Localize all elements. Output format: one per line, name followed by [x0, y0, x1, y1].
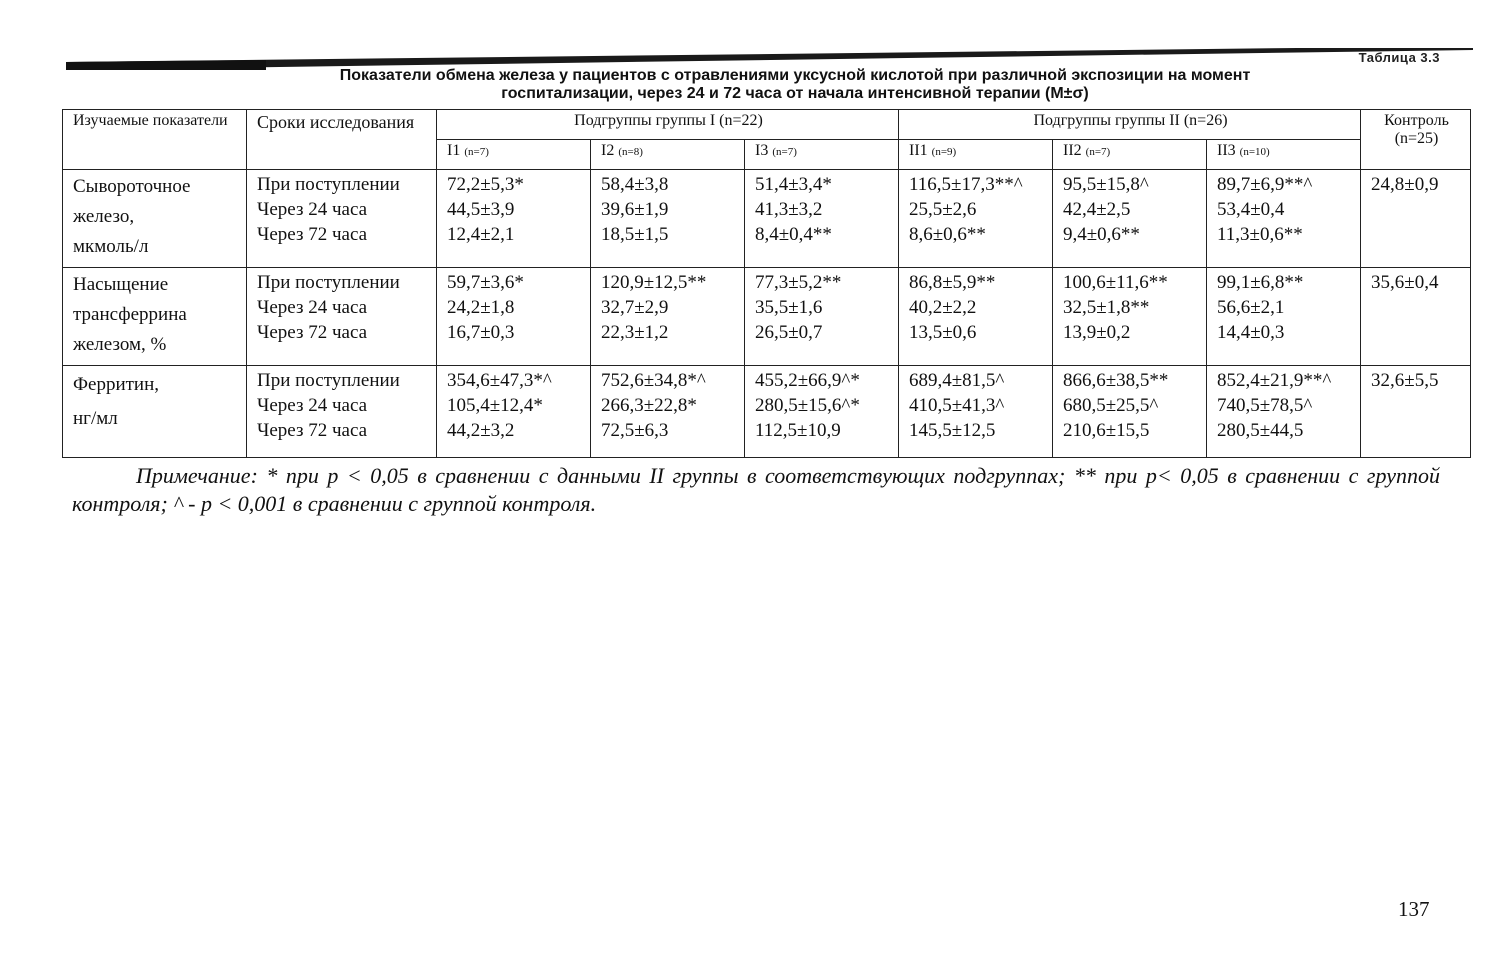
- cell-line: мкмоль/л: [73, 236, 149, 257]
- cell-line: 866,6±38,5**: [1063, 370, 1169, 391]
- cell-line: 116,5±17,3**^: [909, 174, 1023, 195]
- value-cell: [437, 366, 591, 458]
- cell-line: 32,5±1,8**: [1063, 297, 1150, 318]
- cell-line: 72,2±5,3*: [447, 174, 524, 195]
- cell-line: 51,4±3,4*: [755, 174, 832, 195]
- value-cell: [1053, 366, 1207, 458]
- cell-line: 12,4±2,1: [447, 224, 515, 245]
- subgroup-header: II3 (n=10): [1207, 140, 1361, 170]
- cell-line: 8,6±0,6**: [909, 224, 986, 245]
- cell-line: 35,5±1,6: [755, 297, 823, 318]
- value-cell: [899, 268, 1053, 366]
- subgroup-header: II2 (n=7): [1053, 140, 1207, 170]
- cell-line: 24,2±1,8: [447, 297, 515, 318]
- cell-line: 280,5±15,6^*: [755, 395, 860, 416]
- subgroup-header: I1 (n=7): [437, 140, 591, 170]
- table-row: [63, 170, 1471, 268]
- cell-line: Через 24 часа: [257, 297, 368, 318]
- cell-line: 42,4±2,5: [1063, 199, 1131, 220]
- cell-line: железо,: [73, 206, 135, 227]
- value-cell: [1053, 268, 1207, 366]
- cell-line: 11,3±0,6**: [1217, 224, 1303, 245]
- indicator-cell: [63, 268, 247, 366]
- cell-line: Насыщение: [73, 274, 169, 295]
- cell-line: 13,9±0,2: [1063, 322, 1131, 343]
- cell-line: 32,7±2,9: [601, 297, 669, 318]
- cell-line: 105,4±12,4*: [447, 395, 543, 416]
- cell-line: 44,5±3,9: [447, 199, 515, 220]
- header-group-1: Подгруппы группы I (n=22): [437, 110, 899, 140]
- cell-line: При поступлении: [257, 174, 400, 195]
- cell-line: 9,4±0,6**: [1063, 224, 1140, 245]
- cell-line: 8,4±0,4**: [755, 224, 832, 245]
- subgroup-header: II1 (n=9): [899, 140, 1053, 170]
- control-cell: 35,6±0,4: [1361, 268, 1471, 366]
- subgroup-header: I3 (n=7): [745, 140, 899, 170]
- cell-line: 740,5±78,5^: [1217, 395, 1313, 416]
- iron-metabolism-table: [62, 109, 1471, 458]
- page-number: 137: [1398, 897, 1430, 921]
- cell-line: 41,3±3,2: [755, 199, 823, 220]
- table-row: [63, 366, 1471, 458]
- period-cell: [247, 268, 437, 366]
- cell-line: При поступлении: [257, 370, 400, 391]
- value-cell: [1207, 268, 1361, 366]
- cell-line: 112,5±10,9: [755, 420, 841, 441]
- cell-line: 410,5±41,3^: [909, 395, 1005, 416]
- header-group-2: Подгруппы группы II (n=26): [899, 110, 1361, 140]
- cell-line: 18,5±1,5: [601, 224, 669, 245]
- cell-line: Через 24 часа: [257, 199, 368, 220]
- value-cell: [1207, 366, 1361, 458]
- table-row: [63, 268, 1471, 366]
- cell-line: 56,6±2,1: [1217, 297, 1285, 318]
- cell-line: Через 24 часа: [257, 395, 368, 416]
- control-cell: 32,6±5,5: [1361, 366, 1471, 458]
- cell-line: 13,5±0,6: [909, 322, 977, 343]
- cell-line: 210,6±15,5: [1063, 420, 1150, 441]
- header-indicator: Изучаемые показатели: [63, 110, 247, 170]
- value-cell: [899, 366, 1053, 458]
- cell-line: Сывороточное: [73, 176, 191, 197]
- cell-line: Через 72 часа: [257, 322, 368, 343]
- indicator-cell: [63, 366, 247, 458]
- cell-line: железом, %: [73, 334, 167, 355]
- cell-line: 59,7±3,6*: [447, 272, 524, 293]
- period-cell: [247, 170, 437, 268]
- cell-line: 120,9±12,5**: [601, 272, 707, 293]
- cell-line: 95,5±15,8^: [1063, 174, 1149, 195]
- subgroup-header: I2 (n=8): [591, 140, 745, 170]
- cell-line: 58,4±3,8: [601, 174, 669, 195]
- caption-line-1: Показатели обмена железа у пациентов с отравлениями уксусной кислотой при различной экспозиции на момент: [339, 67, 1251, 84]
- cell-line: 22,3±1,2: [601, 322, 669, 343]
- indicator-cell: [63, 170, 247, 268]
- cell-line: 77,3±5,2**: [755, 272, 842, 293]
- value-cell: [1207, 170, 1361, 268]
- value-cell: [899, 170, 1053, 268]
- cell-line: 100,6±11,6**: [1063, 272, 1168, 293]
- table-label: Таблица 3.3: [1358, 50, 1440, 65]
- cell-line: 53,4±0,4: [1217, 199, 1285, 220]
- header-control: Контроль (n=25): [1361, 110, 1471, 170]
- cell-line: 39,6±1,9: [601, 199, 669, 220]
- cell-line: трансферрина: [73, 304, 187, 325]
- cell-line: 280,5±44,5: [1217, 420, 1304, 441]
- value-cell: [591, 170, 745, 268]
- cell-line: 145,5±12,5: [909, 420, 996, 441]
- table-caption: [150, 67, 1440, 103]
- header-period: Сроки исследования: [247, 110, 437, 170]
- cell-line: 40,2±2,2: [909, 297, 977, 318]
- value-cell: [1053, 170, 1207, 268]
- cell-line: 680,5±25,5^: [1063, 395, 1159, 416]
- cell-line: 266,3±22,8*: [601, 395, 697, 416]
- period-cell: [247, 366, 437, 458]
- cell-line: 689,4±81,5^: [909, 370, 1005, 391]
- control-cell: 24,8±0,9: [1361, 170, 1471, 268]
- cell-line: При поступлении: [257, 272, 400, 293]
- cell-line: 72,5±6,3: [601, 420, 669, 441]
- cell-line: 25,5±2,6: [909, 199, 977, 220]
- cell-line: 44,2±3,2: [447, 420, 515, 441]
- cell-line: 852,4±21,9**^: [1217, 370, 1332, 391]
- cell-line: 455,2±66,9^*: [755, 370, 860, 391]
- cell-line: нг/мл: [73, 408, 118, 429]
- table-note: Примечание: * при p < 0,05 в сравнении с данными II группы в соответствующих подгруппах; ** при p< 0,05 в сравнении с группой контроля; ^ - p < 0,001 в сравнении с группой контроля.: [72, 463, 1440, 516]
- cell-line: 16,7±0,3: [447, 322, 515, 343]
- cell-line: 752,6±34,8*^: [601, 370, 706, 391]
- cell-line: 354,6±47,3*^: [447, 370, 552, 391]
- value-cell: [591, 268, 745, 366]
- value-cell: [437, 268, 591, 366]
- cell-line: 14,4±0,3: [1217, 322, 1285, 343]
- value-cell: [591, 366, 745, 458]
- cell-line: Через 72 часа: [257, 420, 368, 441]
- cell-line: Ферритин,: [73, 374, 160, 395]
- value-cell: [437, 170, 591, 268]
- value-cell: [745, 268, 899, 366]
- cell-line: 26,5±0,7: [755, 322, 823, 343]
- table-body: [63, 170, 1471, 458]
- value-cell: [745, 170, 899, 268]
- cell-line: 99,1±6,8**: [1217, 272, 1304, 293]
- cell-line: 86,8±5,9**: [909, 272, 996, 293]
- caption-line-2: госпитализации, через 24 и 72 часа от начала интенсивной терапии (M±σ): [501, 85, 1089, 102]
- cell-line: Через 72 часа: [257, 224, 368, 245]
- value-cell: [745, 366, 899, 458]
- cell-line: 89,7±6,9**^: [1217, 174, 1313, 195]
